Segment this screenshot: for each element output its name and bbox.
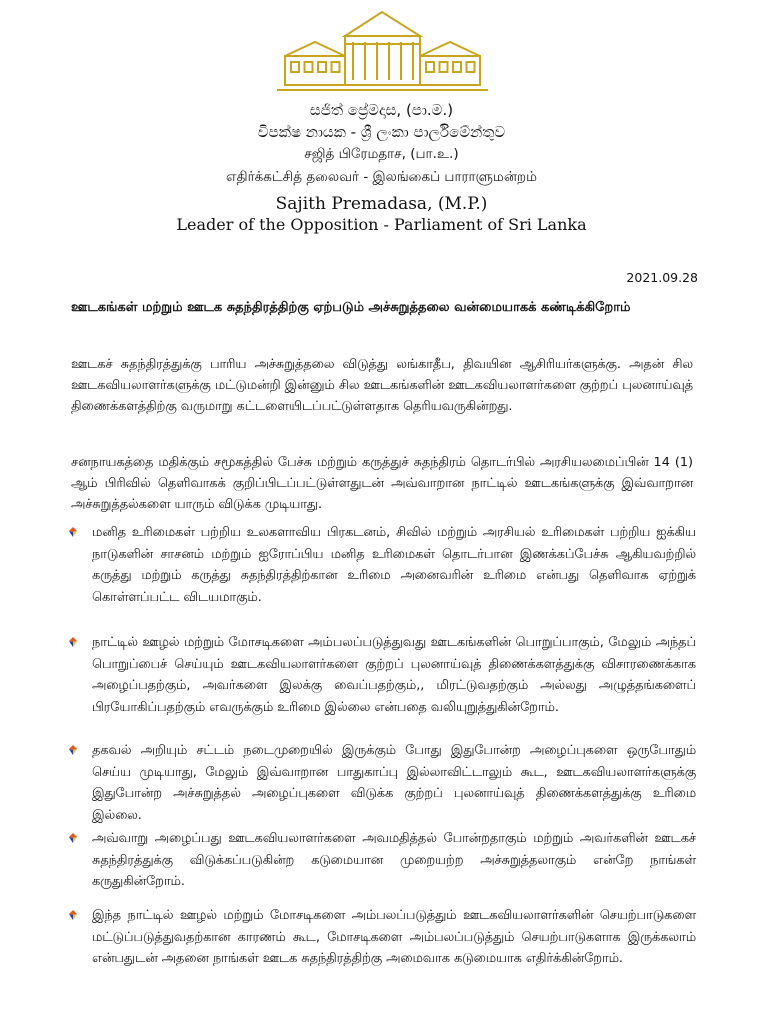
- letterhead-english-title: Leader of the Opposition - Parliament of Sri Lanka: [176, 215, 587, 234]
- bullet-text: இந்த நாட்டில் ஊழல் மற்றும் மோசடிகளை அம்பலப்படுத்தும் ஊடகவியலாளர்களின் செயற்பாடுகளை மட்டுப்படுத்துவதற்கான காரணம் கூட, மோசடிகளை அம்பலப்படுத்தும் செயற்பாடுகளாக இருக்கலாம் என்பதுடன் அதனை நாங்கள் ஊடக சுதந்திரத்திற்கு அமைவாக கடுமையாக எதிர்க்கின்றோம்.: [92, 908, 696, 966]
- bullet-text: மனித உரிமைகள் பற்றிய உலகளாவிய பிரகடனம், சிவில் மற்றும் அரசியல் உரிமைகள் பற்றிய ஐக்கிய நாடுகளின் சாசனம் மற்றும் ஐரோப்பிய மனித உரிமைகள் தொடர்பான இணக்கப்பேச்சு ஆகியவற்றில் கருத்து மற்றும் கருத்து சுதந்திரத்திற்கான உரிமை அனைவரின் உரிமை என்பது தெளிவாக ஏற்றுக் கொள்ளப்பட்ட விடயமாகும்.: [92, 525, 696, 605]
- parliament-building-icon: [275, 8, 490, 94]
- bullet-text: அவ்வாறு அழைப்பது ஊடகவியலாளர்களை அவமதித்தல் போன்றதாகும் மற்றும் அவர்களின் ஊடகச் சுதந்திரத்துக்கு விடுக்கப்படுகின்ற கடுமையான முறையற்ற அச்சுறுத்தலாகும் என்றே நாங்கள் கருதுகின்றோம்.: [92, 831, 696, 889]
- letterhead-tamil-title: எதிர்க்கட்சித் தலைவர் - இலங்கைப் பாராளுமன்றம்: [226, 169, 537, 185]
- diamond-bullet-icon: [66, 636, 80, 648]
- bullet-text: நாட்டில் ஊழல் மற்றும் மோசடிகளை அம்பலப்படுத்துவது ஊடகங்களின் பொறுப்பாகும், மேலும் அந்தப் பொறுப்பைச் செய்யும் ஊடகவியலாளர்களை குற்றப் புலனாய்வுத் திணைக்களத்துக்கு விசாரணைக்காக அழைப்பதற்கும், அவர்களை இலக்கு வைப்பதற்கும்,, மிரட்டுவதற்கும் அல்லது அழுத்தங்களைப் பிரயோகிப்பதற்கும் எவருக்கும் உரிமை இல்லை என்பதை வலியுறுத்துகின்றோம்.: [92, 635, 696, 715]
- document-date: 2021.09.28: [626, 270, 698, 285]
- diamond-bullet-icon: [66, 832, 80, 844]
- document-headline: ஊடகங்கள் மற்றும் ஊடக சுதந்திரத்திற்கு ஏற்படும் அச்சுறுத்தலை வன்மையாகக் கண்டிக்கிறோம்: [71, 300, 631, 315]
- letterhead-sinhala-name: සජිත් ප්‍රේමදාස, (පා.ම.): [309, 101, 454, 119]
- letterhead-sinhala-title: විපක්ෂ නායක - ශ්‍රී ලංකා පාර්ලිමේන්තුව: [257, 123, 506, 141]
- letterhead-tamil-name: சஜித் பிரேமதாச, (பா.உ.): [304, 146, 459, 162]
- diamond-bullet-icon: [66, 909, 80, 921]
- bullet-text: தகவல் அறியும் சட்டம் நடைமுறையில் இருக்கும் போது இதுபோன்ற அழைப்புகளை ஒருபோதும் செய்ய முடியாது, மேலும் இவ்வாறான பாதுகாப்பு இல்லாவிட்டாலும் கூட, ஊடகவியலாளர்களுக்கு இதுபோன்ற அச்சுறுத்தல் அழைப்புகளை விடுக்க குற்றப் புலனாய்வுத் திணைக்களத்துக்கு உரிமை இல்லை.: [92, 743, 696, 823]
- diamond-bullet-icon: [66, 526, 80, 538]
- letterhead-english-name: Sajith Premadasa, (M.P.): [275, 194, 488, 214]
- body-paragraph: சனநாயகத்தை மதிக்கும் சமூகத்தில் பேச்சு மற்றும் கருத்துச் சுதந்திரம் தொடர்பில் அரசியலமைப்பின் 14 (1) ஆம் பிரிவில் தெளிவாகக் குறிப்பிடப்பட்டுள்ளதுடன் அவ்வாறான நாட்டில் ஊடகங்களுக்கு இவ்வாறான அச்சுறுத்தல்களை யாரும் விடுக்க முடியாது.: [71, 455, 693, 512]
- body-paragraph: ஊடகச் சுதந்திரத்துக்கு பாரிய அச்சுறுத்தலை விடுத்து லங்காதீப, திவயின ஆசிரியர்களுக்கு. அதன் சில ஊடகவியலாளர்களுக்கு மட்டுமன்றி இன்னும் சில ஊடகங்களின் ஊடகவியலாளர்களை குற்றப் புலனாய்வுத் திணைக்களத்திற்கு வருமாறு கட்டளையிடப்பட்டுள்ளதாக தெரியவருகின்றது.: [71, 357, 693, 414]
- diamond-bullet-icon: [66, 744, 80, 756]
